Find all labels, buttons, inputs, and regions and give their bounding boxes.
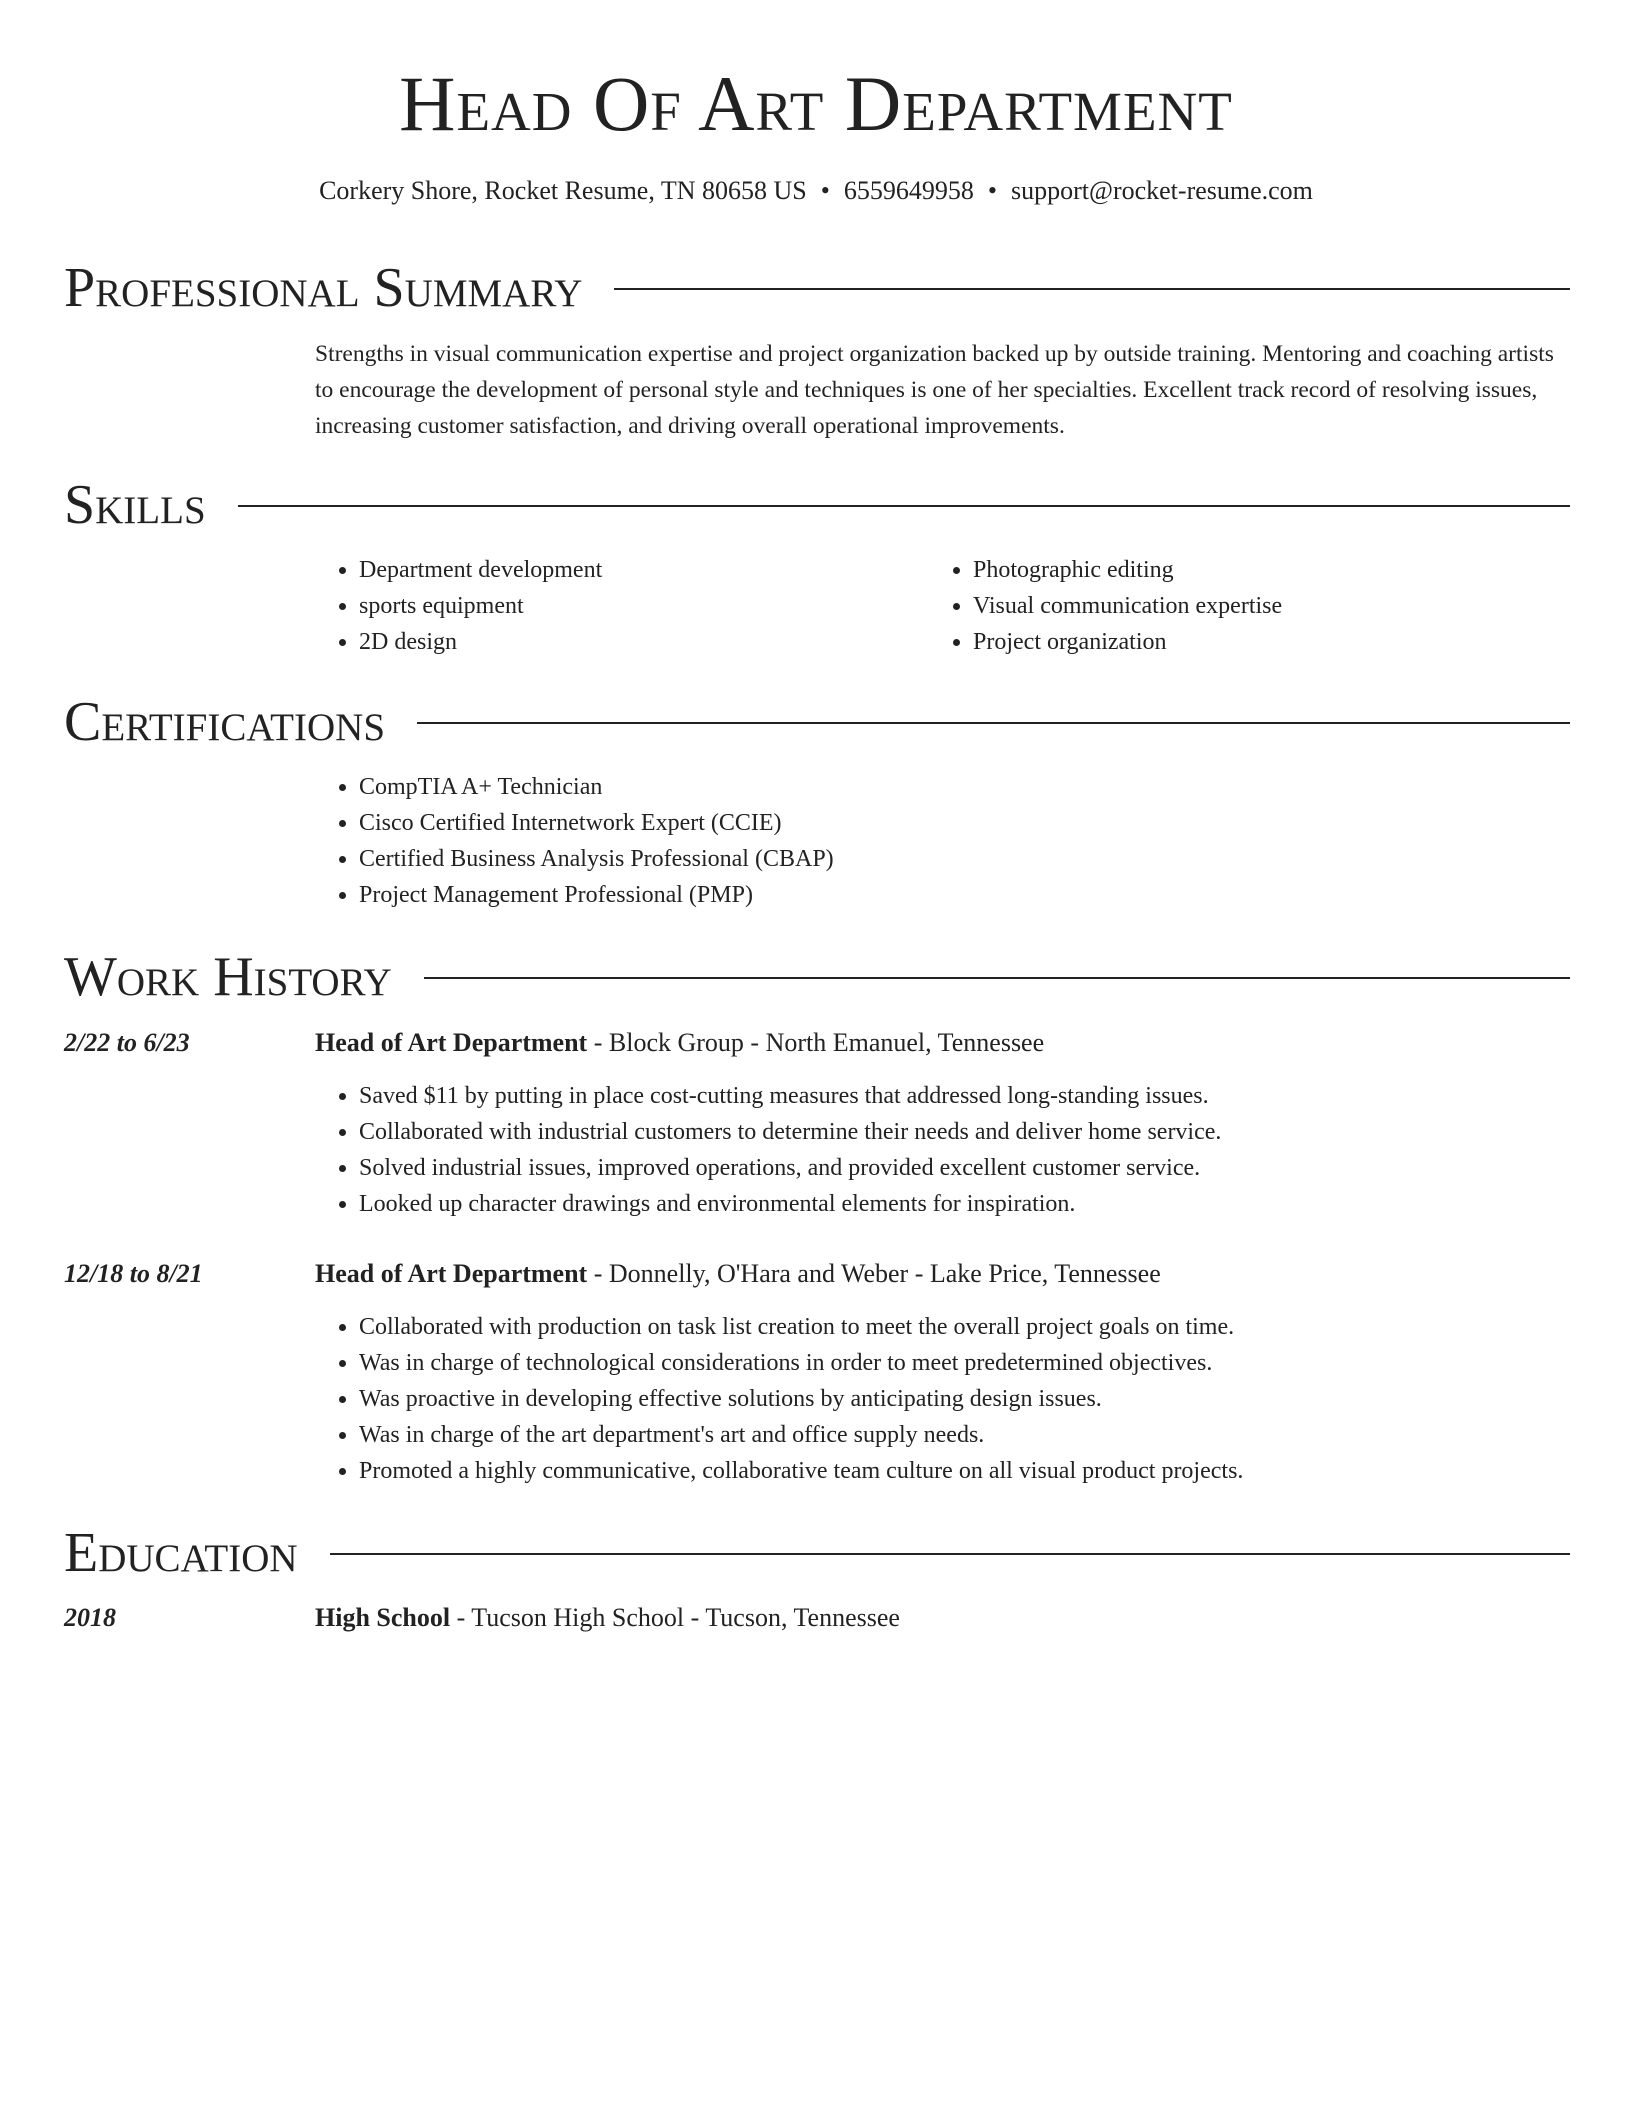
job-bullet: • Solved industrial issues, improved operations, and provided excellent customer service.: [359, 1150, 1571, 1186]
job-details: - Block Group - North Emanuel, Tennessee: [587, 1028, 1045, 1057]
skill-item: • Photographic editing: [973, 552, 1529, 588]
section-divider: [614, 288, 1570, 290]
job-bullets: [315, 1078, 1571, 1222]
resume-name: Head Of Art Department: [399, 60, 1233, 147]
section-header-skills: [64, 470, 1570, 540]
certification-item: • CompTIA A+ Technician: [359, 769, 1571, 805]
section-title: Skills: [64, 474, 206, 536]
job-role: Head of Art Department: [315, 1028, 588, 1057]
section-title: Certifications: [64, 691, 386, 753]
section-divider: [424, 977, 1570, 979]
job-bullet: • Was proactive in developing effective solutions by anticipating design issues.: [359, 1381, 1571, 1417]
job-title-line: [315, 1025, 1044, 1061]
education-year: 2018: [64, 1603, 116, 1632]
section-header-summary: [64, 253, 1570, 323]
job-bullet: • Collaborated with industrial customers to determine their needs and deliver home service.: [359, 1114, 1571, 1150]
section-title: Professional Summary: [64, 257, 583, 319]
skill-item: • Department development: [359, 552, 915, 588]
email: support@rocket-resume.com: [1011, 176, 1313, 205]
certification-item: • Certified Business Analysis Professional (CBAP): [359, 841, 1571, 877]
skill-item: • sports equipment: [359, 588, 915, 624]
job-dates: 2/22 to 6/23: [64, 1028, 190, 1057]
section-header-education: [64, 1518, 1570, 1588]
skill-item: • Visual communication expertise: [973, 588, 1529, 624]
section-divider: [238, 505, 1570, 507]
summary-text: Strengths in visual communication expertise and project organization backed up by outside training. Mentoring and coaching artists to encourage the development of personal style and techniques is one of her specialties. Excellent track record of resolving issues, increasing customer satisfaction, and driving overall operational improvements.: [315, 341, 1554, 439]
certification-item: • Project Management Professional (PMP): [359, 877, 1571, 913]
job-dates: 12/18 to 8/21: [64, 1259, 203, 1288]
separator: •: [820, 176, 830, 205]
skill-item: • 2D design: [359, 624, 915, 660]
job-bullet: • Saved $11 by putting in place cost-cutting measures that addressed long-standing issues.: [359, 1078, 1571, 1114]
job-bullet: • Looked up character drawings and environmental elements for inspiration.: [359, 1186, 1571, 1222]
job-role: Head of Art Department: [315, 1259, 588, 1288]
section-header-certifications: [64, 687, 1570, 757]
certifications-list: [315, 769, 1571, 913]
job-details: - Donnelly, O'Hara and Weber - Lake Price, Tennessee: [587, 1259, 1161, 1288]
job-bullets: [315, 1309, 1571, 1489]
education-details: - Tucson High School - Tucson, Tennessee: [450, 1603, 900, 1632]
skills-right-column: [929, 552, 1529, 660]
job-bullet: • Promoted a highly communicative, collaborative team culture on all visual product projects.: [359, 1453, 1571, 1489]
job-title-line: [315, 1256, 1161, 1292]
address: Corkery Shore, Rocket Resume, TN 80658 US: [319, 176, 807, 205]
job-bullet: • Was in charge of technological considerations in order to meet predetermined objectives.: [359, 1345, 1571, 1381]
contact-line: [0, 174, 1632, 208]
phone: 6559649958: [843, 176, 974, 205]
job-bullet: • Was in charge of the art department's art and office supply needs.: [359, 1417, 1571, 1453]
section-title: Work History: [64, 946, 392, 1008]
job-bullet: • Collaborated with production on task list creation to meet the overall project goals on time.: [359, 1309, 1571, 1345]
separator: •: [987, 176, 997, 205]
skills-left-column: [315, 552, 915, 660]
education-degree: High School: [315, 1603, 451, 1632]
skill-item: • Project organization: [973, 624, 1529, 660]
section-divider: [330, 1553, 1570, 1555]
certification-item: • Cisco Certified Internetwork Expert (CCIE): [359, 805, 1571, 841]
section-divider: [417, 722, 1570, 724]
education-line: [315, 1600, 900, 1636]
section-title: Education: [64, 1522, 298, 1584]
section-header-work-history: [64, 942, 1570, 1012]
